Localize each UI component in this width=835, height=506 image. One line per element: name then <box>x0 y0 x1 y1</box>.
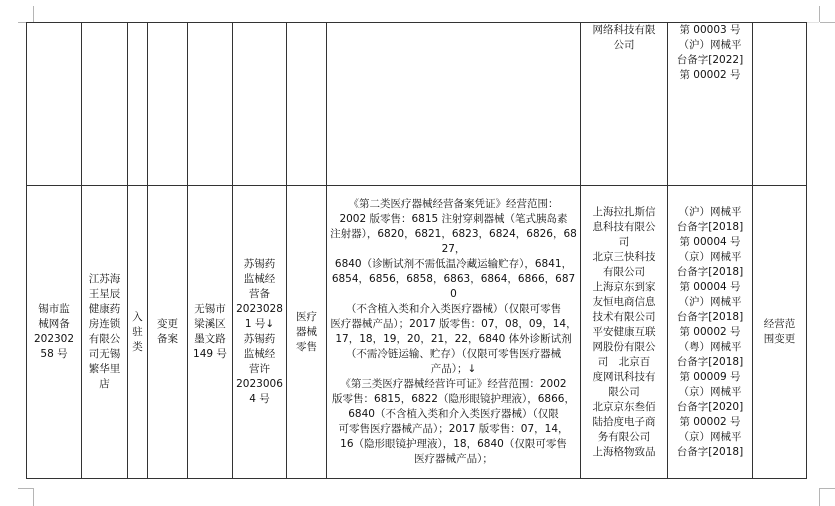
cell-line: 台备字[2018] <box>676 445 744 458</box>
cell-platform-nos <box>668 186 753 479</box>
cell-line: 梁溪区 <box>194 318 226 330</box>
cell-line: 息科技有限公 <box>592 220 656 233</box>
cell-line: 6840（不含植入类和介入类医疗器械）（仅限 <box>348 408 559 420</box>
crop-mark-bottom-left-v <box>33 488 34 506</box>
cell-line: 平安健康互联 <box>592 325 656 338</box>
cell-empty <box>327 23 581 186</box>
cell-empty <box>148 23 188 186</box>
cell-line: 58 号 <box>40 348 68 360</box>
cell-line: （京）网械平 <box>678 385 742 398</box>
cell-line: 上海拉扎斯信 <box>592 205 656 218</box>
cell-line: 营备 <box>249 288 270 300</box>
cell-line: 6854，6856，6858，6863，6864，6866，6870 <box>331 273 576 300</box>
cell-empty <box>188 23 233 186</box>
table-row <box>27 186 821 479</box>
cell-platforms <box>581 186 668 479</box>
cell-remark <box>753 186 807 479</box>
crop-mark-bottom-left-h <box>18 488 33 489</box>
crop-mark-bottom-right-h <box>820 488 835 489</box>
crop-mark-top-right-h <box>820 22 835 23</box>
cell-licenses <box>233 186 287 479</box>
cell-line: 苏锡药 <box>243 333 276 345</box>
cell-line: （沪）网械平 <box>678 205 742 218</box>
cell-line: 零售 <box>296 340 317 353</box>
cell-line: （沪）网械平 <box>678 39 742 51</box>
cell-line: 健康药 <box>88 303 121 315</box>
cell-line: 司无锡 <box>88 348 121 360</box>
cell-line: 度网讯科技有 <box>592 370 656 383</box>
cell-line: 第 00003 号 <box>679 24 741 36</box>
cell-line: 类 <box>132 340 143 353</box>
crop-mark-top-left-v <box>33 6 34 22</box>
cell-line: 司 北京百 <box>597 355 651 368</box>
cell-line: 有限公司 <box>603 265 645 278</box>
cell-platform-seller <box>581 23 668 186</box>
cell-line: 《第二类医疗器械经营备案凭证》经营范围： <box>348 198 559 210</box>
cell-line: 医疗 <box>296 310 317 323</box>
cell-line: 16（隐形眼镜护理液），18，6840（仅限可零售 <box>340 438 567 450</box>
cell-line: 司 <box>618 235 630 248</box>
cell-line: 第 00009 号 <box>679 370 741 383</box>
cell-company <box>82 186 128 479</box>
cell-line: 网股份有限公 <box>592 340 656 353</box>
cell-line: （粤）网械平 <box>678 340 742 353</box>
cell-line: （不需冷链运输、贮存）（仅限可零售医疗器械 <box>345 348 562 360</box>
cell-line: 围变更 <box>763 333 796 345</box>
cell-line: 有限公 <box>88 333 121 345</box>
cell-empty <box>82 23 128 186</box>
cell-line: （京）网械平 <box>678 250 742 263</box>
cell-line: 江苏海 <box>88 273 121 285</box>
table-row <box>27 23 821 186</box>
cell-line: 备案 <box>157 333 178 345</box>
cell-line: 可零售医疗器械产品）；2017 版零售：07，14， <box>338 423 569 435</box>
cell-line: 友恒电商信息 <box>592 295 656 308</box>
cell-line: 149 号 <box>193 348 227 360</box>
cell-line: 经营范 <box>763 318 796 330</box>
cell-line: 注射器），6820，6821，6823，6824，6826，6827， <box>330 228 577 255</box>
cell-line: 台备字[2020] <box>676 400 744 413</box>
cell-line: 医疗器械产品）；2017 版零售：07，08，09，14， <box>330 318 577 330</box>
cell-line: 上海京东到家 <box>592 280 656 293</box>
cell-line: 北京京东叁佰 <box>592 400 656 413</box>
cell-empty <box>27 23 82 186</box>
cell-line: 医疗器械产品）； <box>414 453 493 465</box>
cell-line: 台备字[2018] <box>676 220 744 233</box>
cell-line: 监械经 <box>243 273 276 285</box>
cell-line: 械网备 <box>38 318 70 330</box>
cell-line: 第 00004 号 <box>679 235 741 248</box>
cell-line: 监械经 <box>243 348 276 360</box>
cell-line: 陆拾度电子商 <box>592 415 656 428</box>
cell-line: 王星辰 <box>88 288 121 300</box>
cell-platform-record-no <box>668 23 753 186</box>
cell-line: 网络科技有限 <box>592 24 656 36</box>
cell-address <box>188 186 233 479</box>
record-table <box>26 22 821 479</box>
cell-line: 驻 <box>132 325 143 338</box>
cell-line: 务有限公司 <box>597 430 651 443</box>
cell-line: 台备字[2018] <box>676 355 744 368</box>
cell-line: 北京三快科技 <box>592 250 656 263</box>
cell-line: 营许 <box>249 363 270 375</box>
crop-mark-top-right-v <box>819 6 820 22</box>
cell-empty <box>287 23 327 186</box>
cell-line: 第 00002 号 <box>679 325 741 338</box>
cell-line: 第 00002 号 <box>679 415 741 428</box>
cell-line: 技术有限公司 <box>592 310 656 323</box>
cell-line: 2023028 <box>236 303 283 315</box>
cell-line: （京）网械平 <box>678 430 742 443</box>
cell-line: 1 号↓ <box>244 318 275 330</box>
cell-change <box>148 186 188 479</box>
cell-line: 台备字[2018] <box>676 310 744 323</box>
cell-line: 《第三类医疗器械经营许可证》经营范围：2002 <box>340 378 567 390</box>
cell-line: 6840（诊断试剂不需低温冷藏运输贮存），6841， <box>334 258 573 270</box>
cell-line: 无锡市 <box>194 303 226 315</box>
cell-empty <box>233 23 287 186</box>
cell-line: 限公司 <box>608 385 640 398</box>
cell-type <box>128 186 148 479</box>
cell-line: 第 00002 号 <box>679 69 741 81</box>
cell-line: 器械 <box>296 325 317 338</box>
cell-line: 墨文路 <box>194 333 226 345</box>
cell-empty <box>753 23 807 186</box>
cell-line: 苏锡药 <box>243 258 276 270</box>
cell-line: 第 00004 号 <box>679 280 741 293</box>
cell-empty <box>807 186 821 479</box>
cell-line: 入 <box>132 310 143 323</box>
cell-line: 版零售：6815，6822（隐形眼镜护理液），6866， <box>332 393 575 405</box>
cell-line: 变更 <box>157 318 178 330</box>
crop-mark-bottom-right-v <box>819 488 820 506</box>
cell-line: 公司 <box>613 39 635 51</box>
cell-line: 繁华里 <box>88 363 121 375</box>
cell-line: 房连锁 <box>88 318 121 330</box>
cell-line: 4 号 <box>249 393 270 405</box>
cell-line: 17，18，19，20，21，22，6840 体外诊断试剂 <box>335 333 572 345</box>
cell-line: 202302 <box>33 333 75 345</box>
cell-line: 上海格物致品 <box>592 445 656 458</box>
cell-mode <box>287 186 327 479</box>
cell-scope <box>327 186 581 479</box>
cell-line: 2023006 <box>236 378 283 390</box>
cell-line: 店 <box>99 378 110 390</box>
cell-empty <box>128 23 148 186</box>
cell-empty <box>807 23 821 186</box>
cell-line: 2002 版零售：6815 注射穿刺器械（笔式胰岛素 <box>339 213 568 225</box>
cell-record-no <box>27 186 82 479</box>
cell-line: （不含植入类和介入类医疗器械）（仅限可零售 <box>345 303 562 315</box>
cell-line: 台备字[2018] <box>676 265 744 278</box>
cell-line: 产品）；↓ <box>430 363 477 375</box>
cell-line: （沪）网械平 <box>678 295 742 308</box>
cell-line: 台备字[2022] <box>676 54 744 66</box>
cell-line: 锡市监 <box>38 303 70 315</box>
